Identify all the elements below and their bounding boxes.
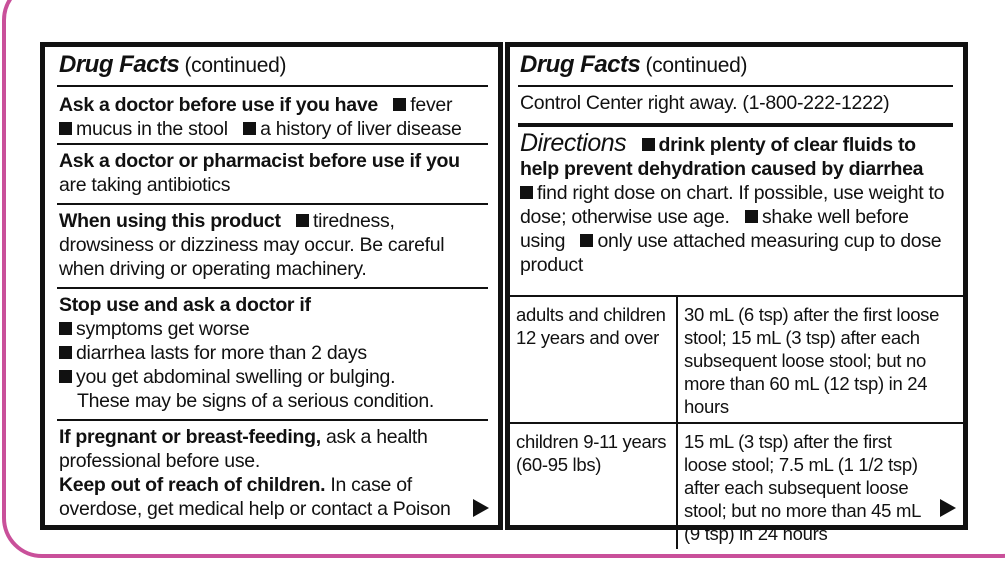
list-item: you get abdominal swelling or bulging. [76,366,396,388]
divider [57,287,488,289]
when-using-text: tiredness, drowsiness or dizziness may occur. Be careful when driving or operating machinery. [59,210,445,280]
age-group-cell: children 9-11 years (60-95 lbs) [510,423,677,549]
continue-arrow-icon [940,499,956,517]
keep-out-text: In case of overdose, get medical help or contact a Poison [59,474,451,520]
pregnant-section [59,425,454,521]
when-using-heading: When using this product [59,210,281,232]
directions-item: only use attached measuring cup to dose product [520,230,942,276]
list-item: a history of liver disease [260,118,462,140]
bullet-icon [393,98,406,111]
list-item: fever [410,94,453,116]
ask-pharmacist-heading: Ask a doctor or pharmacist before use if you [59,150,460,172]
directions-bold-item: drink plenty of clear fluids to help prevent dehydration caused by diarrhea [520,134,924,180]
bullet-icon [59,370,72,383]
ask-pharmacist-section [59,149,486,197]
dose-cell: 15 mL (3 tsp) after the first loose stool; 7.5 mL (1 1/2 tsp) after each subsequent loose stool; but no more than 45 mL (9 tsp) in 24 hours [677,423,963,549]
directions-item: find right dose on chart. If possible, use weight to dose; otherwise use age. [520,182,945,228]
table-row [510,296,963,423]
drug-facts-panel-right [505,42,968,544]
continued-label: (continued) [184,54,287,77]
bullet-icon [243,122,256,135]
divider [57,419,488,421]
keep-out-heading: Keep out of reach of children. [59,474,326,496]
drug-facts-title: Drug Facts [520,51,641,78]
list-item: symptoms get worse [76,318,250,340]
bullet-icon [745,210,758,223]
directions-heading: Directions [520,129,627,157]
divider [57,203,488,205]
list-item: mucus in the stool [76,118,228,140]
pregnant-heading: If pregnant or breast-feeding, [59,426,321,448]
when-using-section [59,209,486,281]
dose-cell: 30 mL (6 tsp) after the first loose stool; 15 mL (3 tsp) after each subsequent loose stool; but no more than 60 mL (12 tsp) in 24 hours [677,296,963,423]
continued-label: (continued) [645,54,748,77]
bullet-icon [59,322,72,335]
divider [57,85,488,87]
panel-title [59,53,486,78]
bullet-icon [296,214,309,227]
age-group-cell: adults and children 12 years and over [510,296,677,423]
continue-arrow-icon [473,499,489,517]
ask-doctor-heading: Ask a doctor before use if you have [59,94,378,116]
drug-facts-panel-left [40,42,503,530]
stop-use-note: These may be signs of a serious condition. [77,390,435,412]
dose-table [510,295,963,549]
directions-item: shake well before using [520,206,909,252]
panel-title [520,53,951,78]
divider [518,85,953,87]
bullet-icon [59,346,72,359]
bullet-icon [520,186,533,199]
directions-section [520,131,951,277]
drug-facts-title: Drug Facts [59,51,180,78]
bullet-icon [642,138,655,151]
table-row [510,423,963,549]
ask-pharmacist-text: are taking antibiotics [59,174,231,196]
stop-use-heading: Stop use and ask a doctor if [59,294,311,316]
stop-use-section [59,293,486,413]
control-center-text: Control Center right away. (1-800-222-1222) [520,92,890,114]
bullet-icon [580,234,593,247]
pregnant-text: ask a health professional before use. [59,426,428,472]
bullet-icon [59,122,72,135]
divider [518,123,953,127]
divider [57,143,488,145]
ask-doctor-section [59,93,486,141]
list-item: diarrhea lasts for more than 2 days [76,342,367,364]
